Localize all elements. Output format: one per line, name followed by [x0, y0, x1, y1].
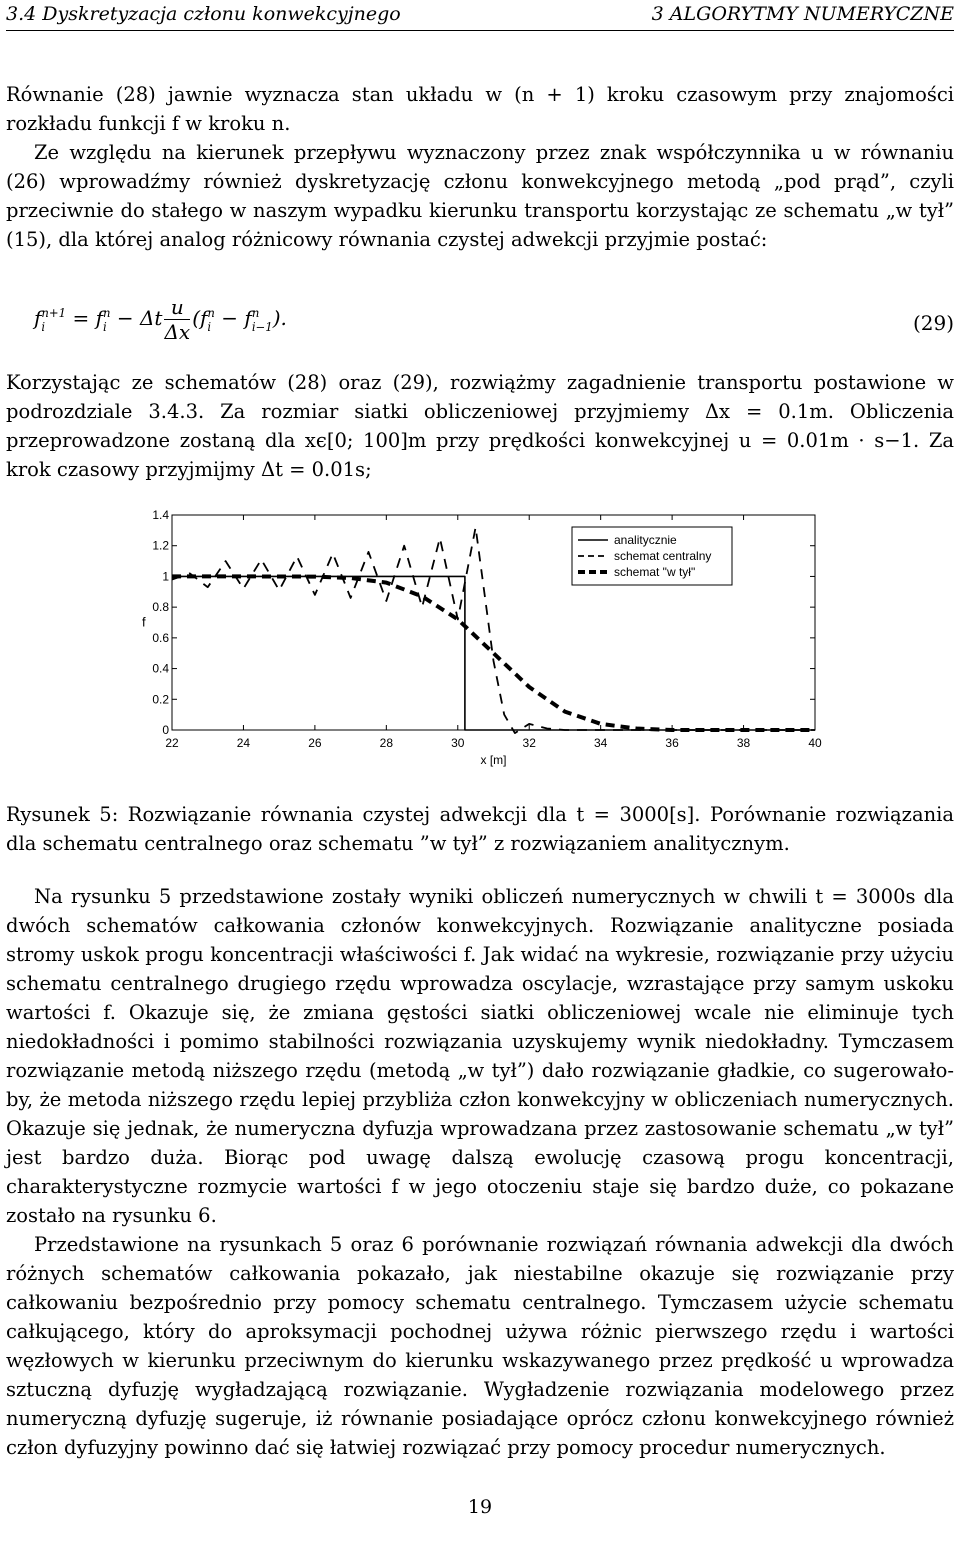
figure-5 [140, 505, 820, 775]
eq-t2-sup: n [207, 305, 215, 320]
eq-frac-den: Δx [164, 320, 191, 344]
intro-paragraph-2: Ze względu na kierunek przepływu wyznaczony przez znak współczynnika u w równaniu (26) wprowadźmy również dyskretyzację członu konwekcyjnego metodą „pod prąd”, czyli przeciwnie do stałego w naszym wypadku kierunku transportu korzystając ze schematu „w tył” (15), dla której analog różnicowy równania czystej adwekcji przyjmie postać: [6, 141, 954, 251]
legend-label: schemat "w tył" [614, 565, 696, 579]
after-equation-text [6, 368, 954, 484]
eq-paren-close: ). [272, 306, 287, 330]
y-tick-label: 1.4 [152, 508, 169, 522]
eq-lhs: f [34, 306, 42, 330]
eq-t3-sub: i−1 [251, 319, 273, 334]
legend-label: schemat centralny [614, 549, 712, 563]
x-tick-label: 28 [379, 736, 394, 750]
eq-minus-dt: − Δt [110, 306, 163, 330]
x-tick-label: 38 [736, 736, 751, 750]
eq-t3-sup: n [251, 305, 260, 320]
line-chart [140, 505, 820, 775]
intro-paragraph-1: Równanie (28) jawnie wyznacza stan układu w (n + 1) kroku czasowym przy znajomości rozkładu funkcji f w kroku n. [6, 83, 954, 135]
y-tick-label: 0.6 [152, 630, 169, 645]
chart-legend [572, 527, 732, 585]
header-section-title: 3.4 Dyskretyzacja członu konwekcyjnego [6, 3, 401, 25]
body-text [6, 882, 954, 1462]
eq-lhs-sup: n+1 [41, 305, 67, 320]
y-tick-label: 0 [162, 723, 169, 737]
y-tick-label: 0.8 [152, 600, 169, 615]
running-header [6, 0, 954, 31]
eq-minus-f: − f [214, 306, 252, 330]
equation-29 [0, 283, 960, 357]
eq-term1: f [95, 306, 103, 330]
header-chapter-title: 3 ALGORYTMY NUMERYCZNE [651, 3, 954, 25]
y-axis-label: f [142, 614, 146, 630]
eq-paren-open: (f [192, 306, 208, 330]
eq-lhs-sub: i [41, 319, 46, 334]
body-paragraph-2: Przedstawione na rysunkach 5 oraz 6 porównanie rozwiązań równania adwekcji dla dwóch różnych schematów całkowania pokazało, jak niestabilne okazuje się rozwiązanie przy całkowaniu bezpośrednio przy pomocy schematu centralnego. Tymczasem użycie schematu całkującego, który do aproksymacji pochodnej używa różnic pierwszego rzędu i wartości węzłowych w kierunku przeciwnym do kierunku wskazywanego przez prędkość u wprowadza sztuczną dyfuzję wygładzającą rozwiązanie. Wygładzenie rozwiązania modelowego przez numeryczną dyfuzję sugeruje, iż równanie posiadające oprócz członu konwekcyjnego również człon dyfuzyjny powinno dać się łatwiej rozwiązać przy pomocy procedur numerycznych. [6, 1233, 954, 1459]
equation-body [34, 295, 287, 344]
y-tick-label: 1 [162, 569, 169, 584]
eq-t2-sub: i [207, 319, 212, 334]
y-tick-label: 0.4 [152, 661, 169, 676]
intro-text [6, 80, 954, 254]
x-tick-label: 26 [308, 736, 322, 750]
y-tick-label: 0.2 [152, 692, 169, 707]
body-paragraph-1: Na rysunku 5 przedstawione zostały wyniki obliczeń numerycznych w chwili t = 3000s dla dwóch schematów całkowania członów konwekcyjnych. Rozwiązanie analityczne posiada stromy uskok progu koncentracji właściwości f. Jak widać na wykresie, rozwiązanie przy użyciu schematu centralnego drugiego rzędu wprowadza oscylacje, wzrastające przy samym uskoku wartości f. Okazuje się, że zmiana gęstości siatki obliczeniowej wcale nie eliminuje tych niedokładności i pomimo stabilności rozwiązania uzyskujemy wynik niedokładny. Tymczasem rozwiązanie metodą niższego rzędu (metodą „w tył”) dało rozwiązanie gładkie, co sugerowało-by, że metoda niższego rzędu lepiej przybliża człon konwekcyjny w obliczeniach numerycznych. Okazuje się jednak, że numeryczna dyfuzja wprowadzana przez zastosowanie schematu „w tył” jest bardzo duża. Biorąc pod uwagę dalszą ewolucję czasową progu koncentracji, charakterystyczne rozmycie wartości f w jego otoczeniu staje się bardzo duże, co pokazane zostało na rysunku 6. [6, 885, 954, 1227]
eq-t1-sup: n [103, 305, 111, 320]
y-tick-label: 1.2 [152, 538, 169, 553]
x-tick-label: 24 [236, 736, 251, 750]
x-tick-label: 36 [665, 736, 679, 750]
x-axis-label: x [m] [480, 753, 507, 767]
eq-t1-sub: i [103, 319, 107, 334]
figure-caption: Rysunek 5: Rozwiązanie równania czystej adwekcji dla t = 3000[s]. Porównanie rozwiązania dla schematu centralnego oraz schematu ”w tył” z rozwiązaniem analitycznym. [6, 803, 954, 855]
x-tick-label: 22 [165, 736, 179, 750]
x-tick-label: 32 [522, 736, 536, 750]
series-line-1 [172, 576, 815, 730]
eq-fraction [164, 295, 190, 344]
eq-equals: = [66, 306, 96, 330]
x-tick-label: 30 [451, 736, 465, 750]
page-number: 19 [467, 1496, 493, 1518]
after-equation-paragraph: Korzystając ze schematów (28) oraz (29), rozwiążmy zagadnienie transportu postawione w podrozdziale 3.4.3. Za rozmiar siatki obliczeniowej przyjmiemy Δx = 0.1m. Obliczenia przeprowadzone zostaną dla xϵ[0; 100]m przy prędkości konwekcyjnej u = 0.01m · s−1. Za krok czasowy przyjmijmy Δt = 0.01s; [6, 371, 954, 481]
x-tick-label: 40 [808, 736, 822, 750]
eq-frac-num: u [164, 295, 190, 320]
legend-label: analitycznie [614, 533, 677, 547]
series-line-3 [172, 576, 815, 730]
x-tick-label: 34 [593, 736, 608, 750]
equation-number: (29) [912, 311, 954, 335]
